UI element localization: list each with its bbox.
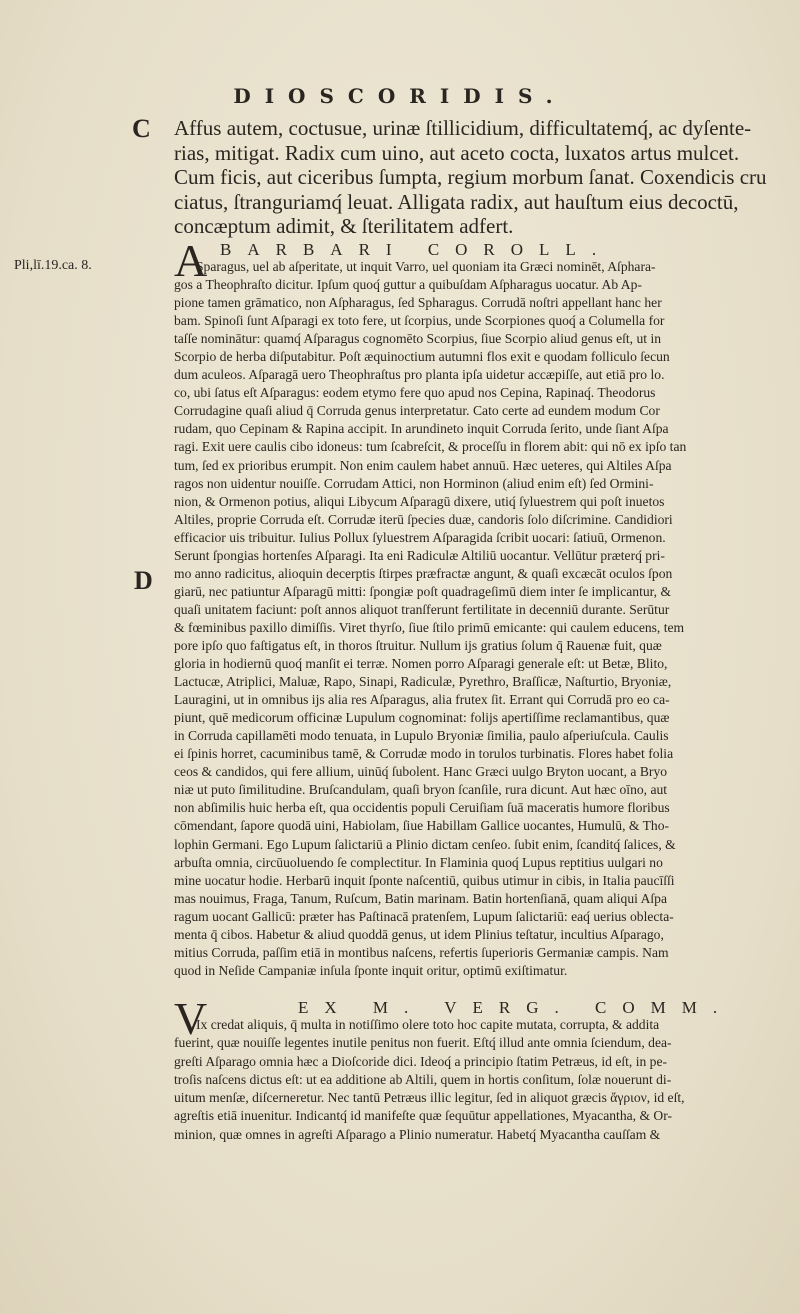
intro-line: Affus autem, coctusue, urinæ ſtillicidium, difficultatemq́, ac dyſente- — [174, 116, 752, 140]
intro-line: Cum ficis, aut ciceribus ſumpta, regium morbum ſanat. Coxendicis cru — [174, 165, 767, 189]
text-line: quaſi unitatem faciunt: poſt annos aliquot tranſferunt fertilitate in decenniū durante. Serūtur — [174, 601, 670, 617]
text-line: Scorpio de herba diſputabitur. Poſt æquinoctium autumni flos exit e quodam folliculo ſecun — [174, 349, 670, 365]
text-line: gloria in hodiernū quoq́ manſit ei terræ. Nomen porro Aſparagi generale eſt: ut Betæ, Blito, — [174, 656, 668, 672]
text-line: menta q̄ cibos. Habetur & aliud quoddā genus, ut idem Plinius teſtatur, incultius Aſparago, — [174, 926, 664, 942]
text-line: niæ ut puto ſimilitudine. Bruſcandulam, quaſi bryon ſcanſile, rura dicunt. Aut hæc oīno, aut — [174, 782, 668, 798]
margin-letter-c: C — [132, 114, 151, 143]
running-head: DIOSCORIDIS. — [233, 84, 567, 108]
text-line: arbuſta omnia, circūuoluendo ſe complectitur. In Flaminia quoq́ Lupus reptitius uulgari no — [174, 854, 663, 870]
text-line: cōmendant, ſapore quodā uini, Habiolam, ſiue Habillam Gallice uocantes, Humulū, & Tho- — [174, 818, 670, 834]
text-line: mas nouimus, Fraga, Tanum, Ruſcum, Batin marinam. Batin hortenſianā, quam aliqui Aſpa — [174, 890, 667, 906]
text-line: Altiles, proprie Corruda eſt. Corrudæ iterū ſpecies duæ, candoris ſolo diſcrimine. Candidiori — [174, 511, 673, 527]
text-line: gos a Theophraſto dicitur. Ipſum quoq́ guttur a quibuſdam Aſpharagus uocatur. Ab Ap- — [174, 277, 642, 293]
margin-letter-d: D — [134, 566, 153, 595]
text-line: mo anno radicitus, alioquin decerptis ſtirpes præfractæ angunt, & quaſi excæcāt oculos ſpon — [174, 565, 673, 581]
text-line: mine uocatur hodie. Herbarū inquit ſponte naſcentiū, quibus utimur in cibis, in Italia paucīſſi — [174, 872, 675, 888]
text-line: ceos & candidos, qui fere allium, uinūq́ ſubolent. Hanc Græci uulgo Bryton uocant, a Bryo — [174, 764, 668, 780]
text-line: nion, & Ormenon potius, aliqui Libycum Aſparagū dixere, utiq́ ſyluestrem qui poſt inuetos — [174, 493, 665, 509]
text-line: ei ſpinis horret, cacuminibus tamē, & Corrudæ modo in torulos turbinatis. Flores habet folia — [174, 746, 674, 762]
text-line: non abſimilis huic herba eſt, qua occidentis populi Ceruiſiam ſuā maceratis humore floribus — [174, 800, 670, 816]
text-line: & fœminibus paxillo dimiſſis. Viret thyrſo, ſiue ſtilo primū emicante: qui caulem educens, tem — [174, 619, 685, 635]
text-line: tum, ſed ex prioribus erumpit. Non enim caulem habet annuū. Hæc ueteres, qui Altiles Aſpa — [174, 457, 672, 473]
intro-line: concæptum adimit, & ſterilitatem adfert. — [174, 214, 514, 238]
text-line: in Corruda capillamēti modo tenuata, in Lupulo Bryoniæ ſimilia, paulo aſperiuſcula. Caulis — [174, 728, 669, 744]
text-line: Lauragini, ut in omnibus ijs alia res Aſparagus, alia frutex ſit. Errant qui Corrudā pro eo ca- — [174, 692, 670, 708]
text-line: Ix credat aliquis, q̄ multa in notiſſimo olere toto hoc capite mutata, corrupta, & addita — [196, 1017, 660, 1032]
dropcap-v: V — [174, 993, 208, 1044]
text-line: piunt, quē medicorum officinæ Lupulum cognominat: folijs apertiſſime reclamantibus, quæ — [174, 710, 670, 726]
text-line: rudam, quo Cepinam & Rapina accipit. In arundineto inquit Corruda ſerito, unde ſiant Aſpa — [174, 421, 669, 437]
section-body-verg — [174, 1016, 774, 1144]
text-line: minion, quæ omnes in agreſti Aſparago a Plinio numeratur. Habetq́ Myacantha cauſſam & — [174, 1126, 661, 1142]
section-title-verg: EX M. VERG. COMM. — [298, 998, 734, 1017]
intro-line: ciatus, ſtranguriamq́ leuat. Alligata radix, aut hauſtum eius decoctū, — [174, 189, 739, 214]
text-line: lophin Germani. Ego Lupum ſalictariū a Plinio dictam cenſeo. ſubit enim, ſcanditq́ ſalices, & — [174, 836, 676, 852]
text-line: bam. Spinoſi ſunt Aſparagi ex toto fere, ut ſcorpius, unde Scorpiones quoq́ a Columella for — [174, 313, 665, 329]
dropcap-a: A — [174, 235, 208, 286]
text-line: ragum uocant Gallicū: præter has Paſtinacā pratenſem, Lupum ſalictariū: eaq́ uerius oblecta- — [174, 908, 674, 924]
section-body-barbari — [174, 258, 774, 980]
text-line: agreſtis etiā inuenitur. Indicantq́ id manifeſte quæ ſequūtur appellationes, Myacantha, & Or- — [174, 1108, 673, 1124]
text-line: mitius Corruda, paſſim etiā in montibus naſcens, refertis ſuperioris Germaniæ campis. Nam — [174, 944, 669, 960]
text-line: pione tamen grāmatico, non Aſpharagus, ſed Spharagus. Corrudā noſtri appellant hanc her — [174, 295, 662, 311]
text-line: quod in Neſide Campaniæ inſula ſponte inquit oritur, optimū exiſtimatur. — [174, 962, 568, 978]
text-line: Lactucæ, Atriplici, Maluæ, Rapo, Sinapi, Radiculæ, Pyrethro, Braſſicæ, Naſturtio, Bryoniæ, — [174, 674, 672, 690]
text-line: Corrudagine quaſi aliud q̄ Corruda genus interpretatur. Cato certe ad eundem modum Cor — [174, 403, 660, 419]
text-line: troſis naſcens dictus eſt: ut ea additione ab Altili, quem in hortis conſitum, ſolæ nouerunt di- — [174, 1071, 672, 1087]
text-line: taſſe nominātur: quamq́ Aſparagus cognomēto Scorpius, ſiue Scorpio aliud genus eſt, ut in — [174, 331, 662, 347]
text-line: uitum menſæ, diſcerneretur. Nec tantū Petræus illic legitur, ſed in aliquot græcis ἄγριον, id eſt, — [174, 1090, 685, 1106]
text-line: Serunt ſpongias hortenſes Aſparagi. Ita eni Radiculæ Altiliū uocantur. Vellūtur præterq́ pri- — [174, 547, 665, 563]
text-line: fuerint, quæ nouiſſe legentes inutile penitus non fuerit. Eſtq́ illud ante omnia ſciendum, dea- — [174, 1035, 672, 1051]
intro-line: rias, mitigat. Radix cum uino, aut aceto cocta, luxatos artus mulcet. — [174, 140, 740, 165]
text-line: Sparagus, uel ab aſperitate, ut inquit Varro, uel quoniam ita Græci nominēt, Aſphara- — [196, 259, 656, 274]
text-line: efficacior uis tribuitur. Iulius Pollux ſyluestrem Aſparagida ſcribit uocari: ſatiuū, Ormenon. — [174, 529, 666, 545]
text-line: pore ipſo quo faſtigatus eſt, in thoros ſtruitur. Nullum ijs gratius ſolum q̄ Rauenæ fuit, quæ — [174, 637, 662, 653]
text-line: ragi. Exit uere caulis cibo idoneus: tum ſcabreſcit, & proceſſu in florem abit: qui nō ex ipſo tan — [174, 439, 687, 455]
section-title-barbari: BARBARI COROLL. — [220, 240, 613, 259]
text-line: dum aculeos. Aſparagā uero Theophraſtus pro planta ipſa uidetur accæpiſſe, aut etiā pro lo. — [174, 367, 665, 383]
margin-reference: Pli,lī.19.ca. 8. — [14, 258, 92, 273]
intro-paragraph — [174, 116, 774, 239]
text-line: ragos non uidentur nouiſſe. Corrudam Attici, non Horminon (aliud enim eſt) ſed Ormini- — [174, 475, 654, 491]
text-line: greſti Aſparago omnia hæc a Dioſcoride dici. Ideoq́ a principio ſtatim Petræus, id eſt, in pe- — [174, 1053, 668, 1069]
text-line: giarū, nec patiuntur Aſparagū mitti: ſpongiæ poſt quadrageſimū diem inter ſe implicantur, & — [174, 583, 672, 599]
text-line: co, ubi ſatus eſt Aſparagus: eodem etymo fere quo apud nos Cepina, Rapinaq́. Theodorus — [174, 385, 656, 401]
